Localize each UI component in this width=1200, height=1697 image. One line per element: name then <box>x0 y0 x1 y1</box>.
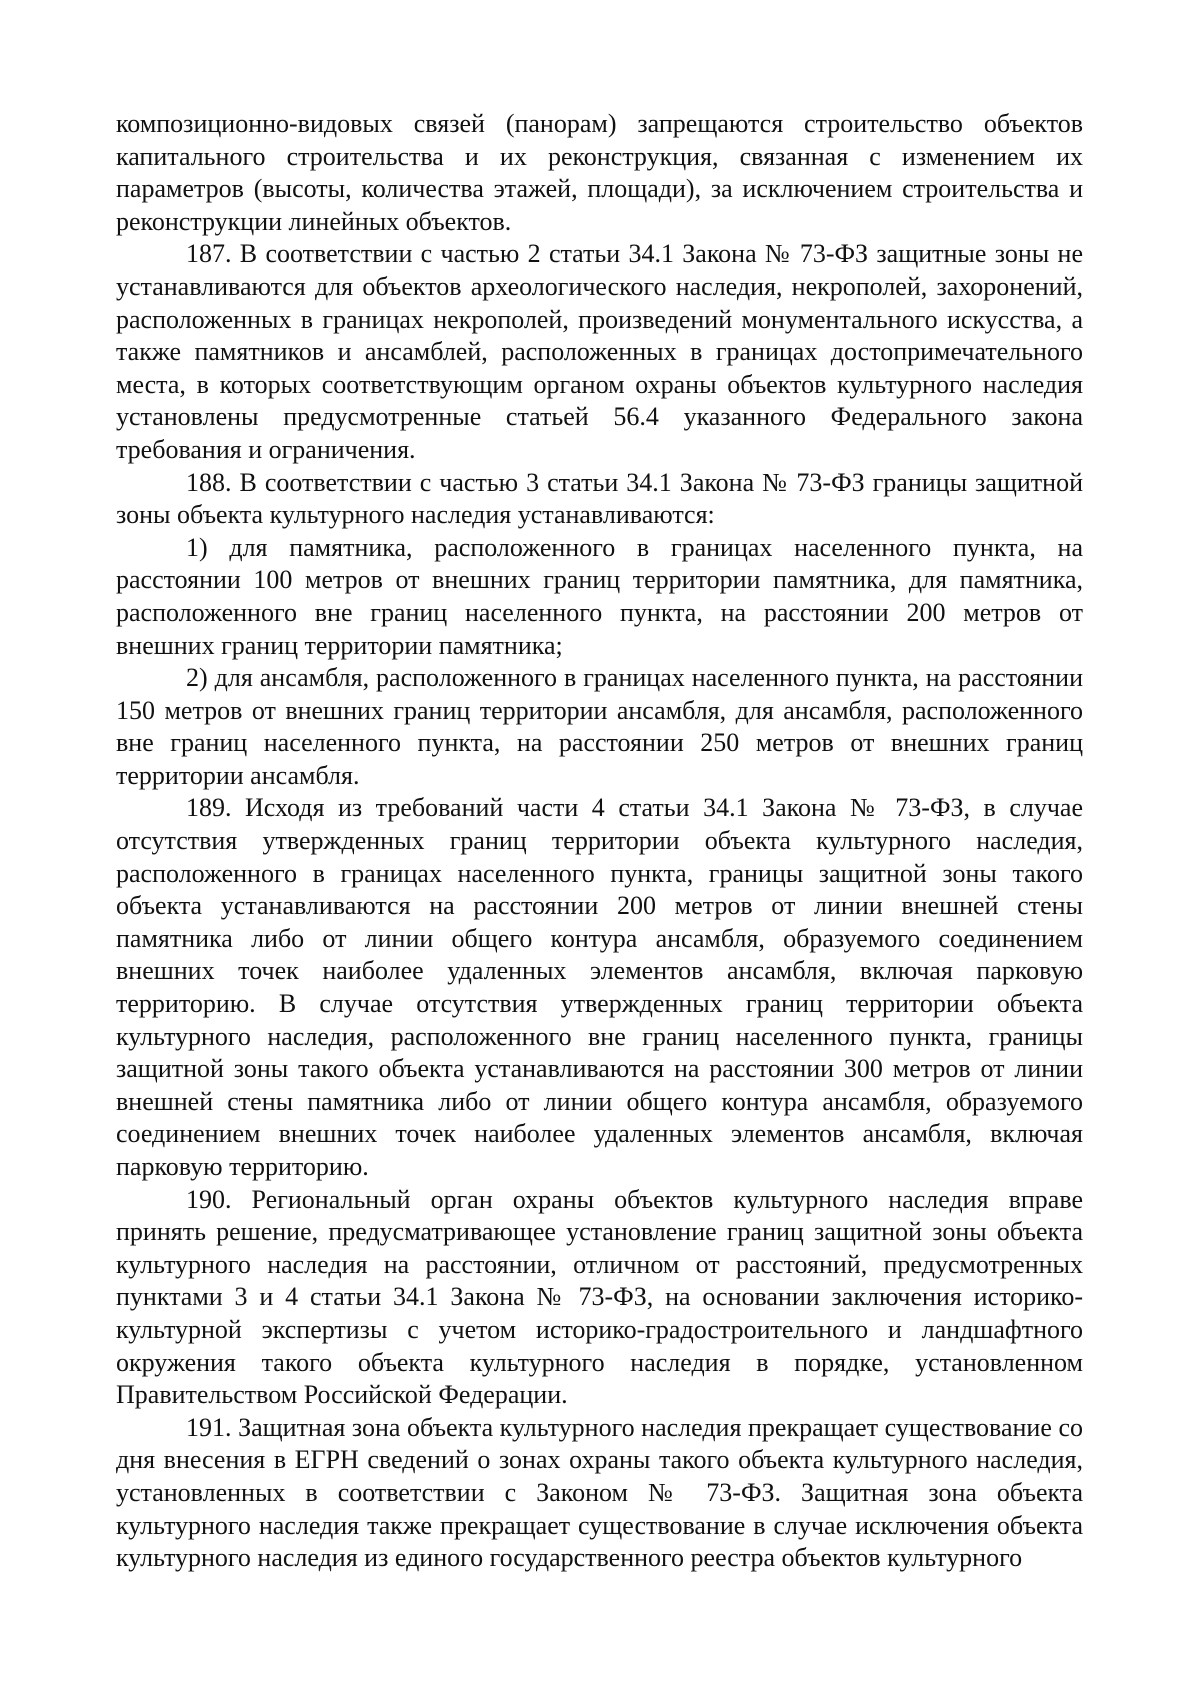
paragraph-188-item-1: 1) для памятника, расположенного в границах населенного пункта, на расстоянии 100 метров от внешних границ территории памятника, для памятника, расположенного вне границ населенного пункта, на расстоянии 200 метров от внешних границ территории памятника; <box>116 532 1083 660</box>
paragraph-continuation: композиционно-видовых связей (панорам) запрещаются строительство объектов капитального строительства и их реконструкция, связанная с изменением их параметров (высоты, количества этажей, площади), за исключением строительства и реконструкции линейных объектов. <box>116 109 1083 236</box>
paragraph-189: 189. Исходя из требований части 4 статьи 34.1 Закона № 73-ФЗ, в случае отсутствия утвержденных границ территории объекта культурного наследия, расположенного в границах населенного пункта, границы защитной зоны такого объекта устанавливаются на расстоянии 200 метров от линии внешней стены памятника либо от линии общего контура ансамбля, образуемого соединением внешних точек наиболее удаленных элементов ансамбля, включая парковую территорию. В случае отсутствия утвержденных границ территории объекта культурного наследия, расположенного вне границ населенного пункта, границы защитной зоны такого объекта устанавливаются на расстоянии 300 метров от линии внешней стены памятника либо от линии общего контура ансамбля, образуемого соединением внешних точек наиболее удаленных элементов ансамбля, включая парковую территорию. <box>116 793 1083 1181</box>
paragraph-187: 187. В соответствии с частью 2 статьи 34.1 Закона № 73-ФЗ защитные зоны не устанавливаются для объектов археологического наследия, некрополей, захоронений, расположенных в границах некрополей, произведений монументального искусства, а также памятников и ансамблей, расположенных в границах достопримечательного места, в которых соответствующим органом охраны объектов культурного наследия установлены предусмотренные статьей 56.4 указанного Федерального закона требования и ограничения. <box>116 239 1083 464</box>
document-page <box>116 108 1083 1575</box>
paragraph-190: 190. Региональный орган охраны объектов культурного наследия вправе принять решение, предусматривающее установление границ защитной зоны объекта культурного наследия на расстоянии, отличном от расстояний, предусмотренных пунктами 3 и 4 статьи 34.1 Закона № 73-ФЗ, на основании заключения историко-культурной экспертизы с учетом историко-градостроительного и ландшафтного окружения такого объекта культурного наследия в порядке, установленном Правительством Российской Федерации. <box>116 1184 1083 1410</box>
paragraph-188: 188. В соответствии с частью 3 статьи 34.1 Закона № 73-ФЗ границы защитной зоны объекта культурного наследия устанавливаются: <box>116 467 1083 530</box>
paragraph-191: 191. Защитная зона объекта культурного наследия прекращает существование со дня внесения в ЕГРН сведений о зонах охраны такого объекта культурного наследия, установленных в соответствии с Законом № 73-ФЗ. Защитная зона объекта культурного наследия также прекращает существование в случае исключения объекта культурного наследия из единого государственного реестра объектов культурного <box>116 1412 1083 1573</box>
paragraph-188-item-2: 2) для ансамбля, расположенного в границах населенного пункта, на расстоянии 150 метров от внешних границ территории ансамбля, для ансамбля, расположенного вне границ населенного пункта, на расстоянии 250 метров от внешних границ территории ансамбля. <box>116 663 1083 790</box>
